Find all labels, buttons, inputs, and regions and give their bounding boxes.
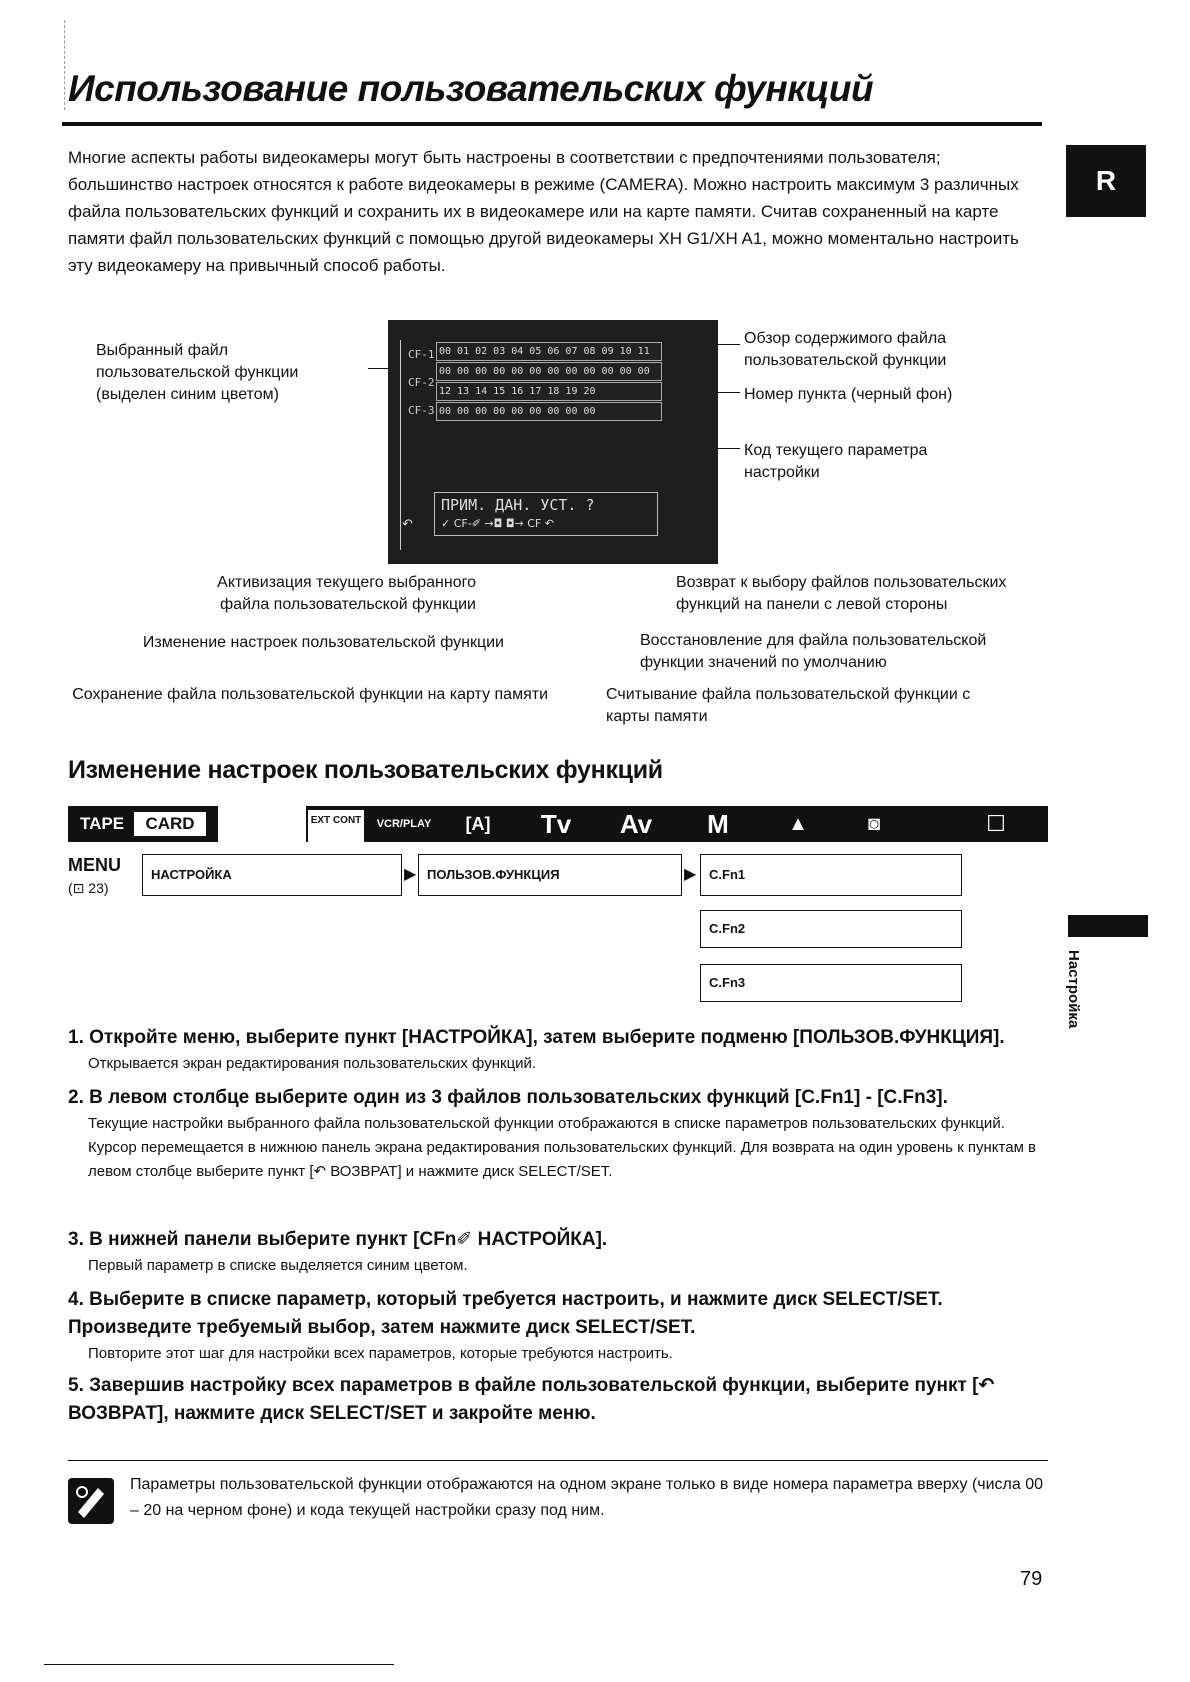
step-heading: 3. В нижней панели выберите пункт [CFn✐ НАСТРОЙКА]. <box>68 1229 608 1250</box>
mode-m: M <box>707 809 729 839</box>
note-icon <box>68 1478 114 1524</box>
label-selected-file: Выбранный файл пользовательской функции (выделен синим цветом) <box>96 342 299 403</box>
label-restore-defaults: Восстановление для файла пользовательской функции значений по умолчанию <box>640 632 987 671</box>
mode-scene-icon: ▲ <box>788 813 808 835</box>
media-card: CARD <box>134 812 206 836</box>
step-body: Открывается экран редактирования пользовательских функций. <box>88 1055 537 1072</box>
step-3 <box>68 1226 1048 1278</box>
arrow-icon: ▶ <box>404 866 417 883</box>
section-title: Изменение настроек пользовательских функций <box>68 756 663 784</box>
note-text: Параметры пользовательской функции отображаются на одном экране только в виде номера параметра вверху (числа 00 – 20 на черном фоне) и кода текущей настройки сразу под ним. <box>130 1476 1044 1519</box>
step-4 <box>68 1286 1048 1366</box>
mode-auto: [A] <box>465 814 491 834</box>
cf3-label: CF-3 <box>408 404 435 417</box>
step-heading: 5. Завершив настройку всех параметров в файле пользовательской функции, выберите пункт [↶ ВОЗВРАТ], нажмите диск SELECT/SET и закройте меню. <box>68 1375 995 1424</box>
menu-page-ref: (⊡ 23) <box>68 880 109 896</box>
mode-ext-cont: EXT CONT <box>308 810 364 842</box>
mode-vcr-play: VCR/PLAY <box>376 818 432 830</box>
confirm-menu-items: ✓ CF-✐ →◘ ◘→ CF ↶ <box>441 517 554 530</box>
param-values-row: 00 00 00 00 00 00 00 00 00 00 00 00 <box>436 362 662 381</box>
side-bar <box>1068 915 1148 937</box>
step-5 <box>68 1372 1048 1428</box>
mode-av: Av <box>619 809 653 839</box>
menu-box-custom-function: ПОЛЬЗОВ.ФУНКЦИЯ <box>418 854 682 896</box>
param-grid <box>436 342 662 422</box>
leader-line <box>718 392 740 393</box>
step-body: Повторите этот шаг для настройки всех параметров, которые требуются настроить. <box>88 1345 673 1362</box>
page-title: Использование пользовательских функций <box>68 68 874 109</box>
step-2 <box>68 1084 1048 1184</box>
step-heading: 4. Выберите в списке параметр, который требуется настроить, и нажмите диск SELECT/SET. Произведите требуемый выбор, затем нажмите диск SELECT/SET. <box>68 1289 943 1338</box>
title-rule <box>62 122 1042 126</box>
note-rule <box>68 1460 1048 1461</box>
step-heading: 2. В левом столбце выберите один из 3 файлов пользовательских функций [C.Fn1] - [C.Fn3]. <box>68 1087 948 1108</box>
margin-dash <box>64 20 65 110</box>
mode-bar <box>68 806 1048 842</box>
param-values-row: 00 00 00 00 00 00 00 00 00 <box>436 402 662 421</box>
label-change-settings: Изменение настроек пользовательской функции <box>142 634 504 651</box>
leader-line <box>718 344 740 345</box>
label-item-number: Номер пункта (черный фон) <box>744 386 953 403</box>
media-tape: TAPE <box>79 814 125 833</box>
step-body: Текущие настройки выбранного файла пользовательской функции отображаются в списке параметров пользовательских функций. <box>88 1115 1005 1132</box>
label-file-overview: Обзор содержимого файла пользовательской функции <box>744 330 947 369</box>
param-numbers-row: 12 13 14 15 16 17 18 19 20 <box>436 382 662 401</box>
menu-box-settings: НАСТРОЙКА <box>142 854 402 896</box>
mode-cine-icon: ◙ <box>867 813 881 835</box>
confirm-panel <box>434 492 658 536</box>
page-number: 79 <box>1020 1568 1043 1590</box>
step-heading: 1. Откройте меню, выберите пункт [НАСТРОЙКА], затем выберите подменю [ПОЛЬЗОВ.ФУНКЦИЯ]. <box>68 1027 1005 1048</box>
param-numbers-row: 00 01 02 03 04 05 06 07 08 09 10 11 <box>436 342 662 361</box>
menu-label: MENU <box>68 855 121 875</box>
back-arrow-icon: ↶ <box>402 516 413 531</box>
label-return: Возврат к выбору файлов пользовательских функций на панели с левой стороны <box>676 574 1007 613</box>
label-param-code: Код текущего параметра настройки <box>744 442 928 481</box>
leader-line <box>718 448 740 449</box>
mode-card-icon: ☐ <box>986 811 1006 836</box>
side-tab-label: Настройка <box>1065 950 1082 1029</box>
lcd-screen <box>388 320 718 564</box>
screen-divider <box>400 340 401 550</box>
bottom-rule <box>44 1664 394 1665</box>
step-1 <box>68 1024 1048 1076</box>
confirm-prompt: ПРИМ. ДАН. УСТ. ? <box>441 496 595 514</box>
label-read-from-card: Считывание файла пользовательской функции с карты памяти <box>606 686 971 725</box>
cf2-label: CF-2 <box>408 376 435 389</box>
option-cfn3: C.Fn3 <box>700 964 962 1002</box>
mode-tv: Tv <box>540 809 572 839</box>
cf1-label: CF-1 <box>408 348 435 361</box>
arrow-icon: ▶ <box>684 866 697 883</box>
step-body: Курсор перемещается в нижнюю панель экрана редактирования пользовательских функций. Для возврата на один уровень к пунктам в левом столбце выберите пункт [↶ ВОЗВРАТ] и нажмите диск SELECT/SET. <box>88 1139 1037 1180</box>
section-tab: R <box>1066 145 1146 217</box>
intro-paragraph: Многие аспекты работы видеокамеры могут быть настроены в соответствии с предпочтениями пользователя; большинство настроек относятся к работе видеокамеры в режиме (CAMERA). Можно настроить максимум 3 различных файла пользовательских функций и сохранить их в видеокамере или на карте памяти. Считав сохраненный на карте памяти файл пользовательских функций с помощью другой видеокамеры XH G1/XH A1, можно моментально настроить эту видеокамеру на привычный способ работы. <box>68 148 1019 275</box>
option-cfn1: C.Fn1 <box>700 854 962 896</box>
step-body: Первый параметр в списке выделяется синим цветом. <box>88 1257 468 1274</box>
label-save-to-card: Сохранение файла пользовательской функции на карту памяти <box>72 686 548 703</box>
option-cfn2: C.Fn2 <box>700 910 962 948</box>
label-activate: Активизация текущего выбранного файла пользовательской функции <box>217 574 476 613</box>
